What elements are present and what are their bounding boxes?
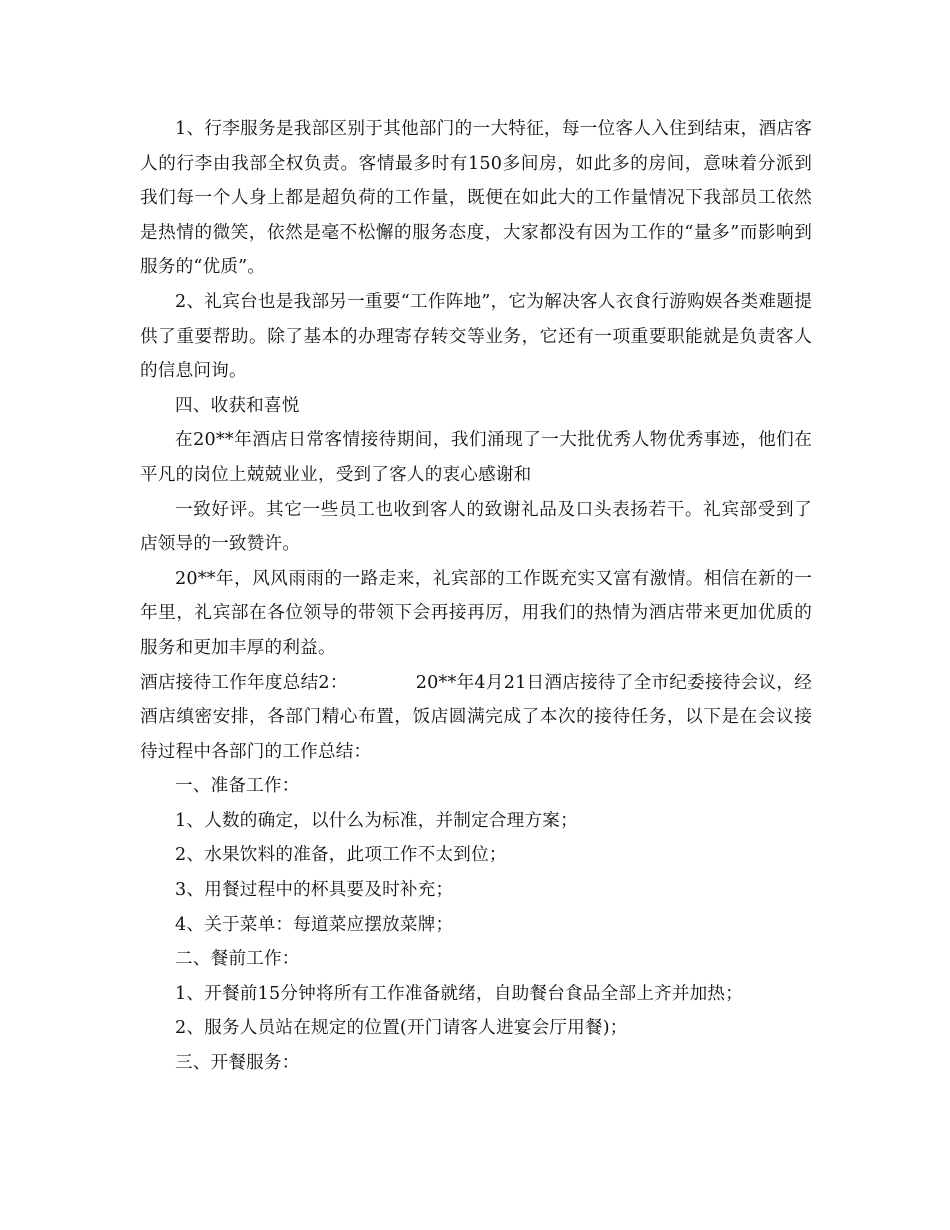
paragraph-outstanding-staff: 在20**年酒店日常客情接待期间，我们涌现了一大批优秀人物优秀事迹，他们在平凡的岗位上兢兢业业，受到了客人的衷心感谢和 bbox=[140, 430, 812, 485]
paragraph-concierge-desk: 2、礼宾台也是我部另一重要“工作阵地”，它为解决客人衣食行游购娱各类难题提供了重要帮助。除了基本的办理寄存转交等业务，它还有一项重要职能就是负责客人的信息问询。 bbox=[140, 291, 812, 382]
section-heading-meal-service: 三、开餐服务： bbox=[175, 1053, 300, 1074]
summary-paragraph bbox=[140, 666, 812, 770]
list-item: 2、服务人员站在规定的位置(开门请客人进宴会厅用餐)； bbox=[175, 1018, 628, 1039]
paragraph-praise: 一致好评。其它一些员工也收到客人的致谢礼品及口头表扬若干。礼宾部受到了店领导的一致赞许。 bbox=[140, 499, 812, 555]
list-item: 1、开餐前15分钟将所有工作准备就绪，自助餐台食品全部上齐并加热； bbox=[175, 983, 743, 1004]
summary-text: 20**年4月21日酒店接待了全市纪委接待会议，经酒店缜密安排，各部门精心布置，饭店圆满完成了本次的接待任务，以下是在会议接待过程中各部门的工作总结： bbox=[140, 672, 812, 762]
section-heading-preparation: 一、准备工作： bbox=[175, 776, 300, 797]
section-heading-harvest: 四、收获和喜悦 bbox=[175, 395, 300, 416]
summary-heading: 酒店接待工作年度总结2： bbox=[140, 672, 348, 693]
paragraph-luggage-service: 1、行李服务是我部区别于其他部门的一大特征，每一位客人入住到结束，酒店客人的行李由我部全权负责。客情最多时有150多间房，如此多的房间，意味着分派到我们每一个人身上都是超负荷的工作量，既便在如此大的工作量情况下我部员工依然是热情的微笑，依然是毫不松懈的服务态度，大家都没有因为工作的“量多”而影响到服务的“优质”。 bbox=[140, 119, 812, 278]
paragraph-year-summary: 20**年，风风雨雨的一路走来，礼宾部的工作既充实又富有激情。相信在新的一年里，礼宾部在各位领导的带领下会再接再厉，用我们的热情为酒店带来更加优质的服务和更加丰厚的利益。 bbox=[140, 568, 812, 658]
list-item: 4、关于菜单：每道菜应摆放菜牌； bbox=[175, 914, 454, 935]
list-item: 3、用餐过程中的杯具要及时补充； bbox=[175, 880, 454, 901]
list-item: 1、人数的确定，以什么为标准，并制定合理方案； bbox=[175, 810, 578, 831]
document-body bbox=[140, 112, 812, 1081]
list-item: 2、水果饮料的准备，此项工作不太到位； bbox=[175, 845, 507, 866]
section-heading-pre-meal: 二、餐前工作： bbox=[175, 949, 300, 970]
